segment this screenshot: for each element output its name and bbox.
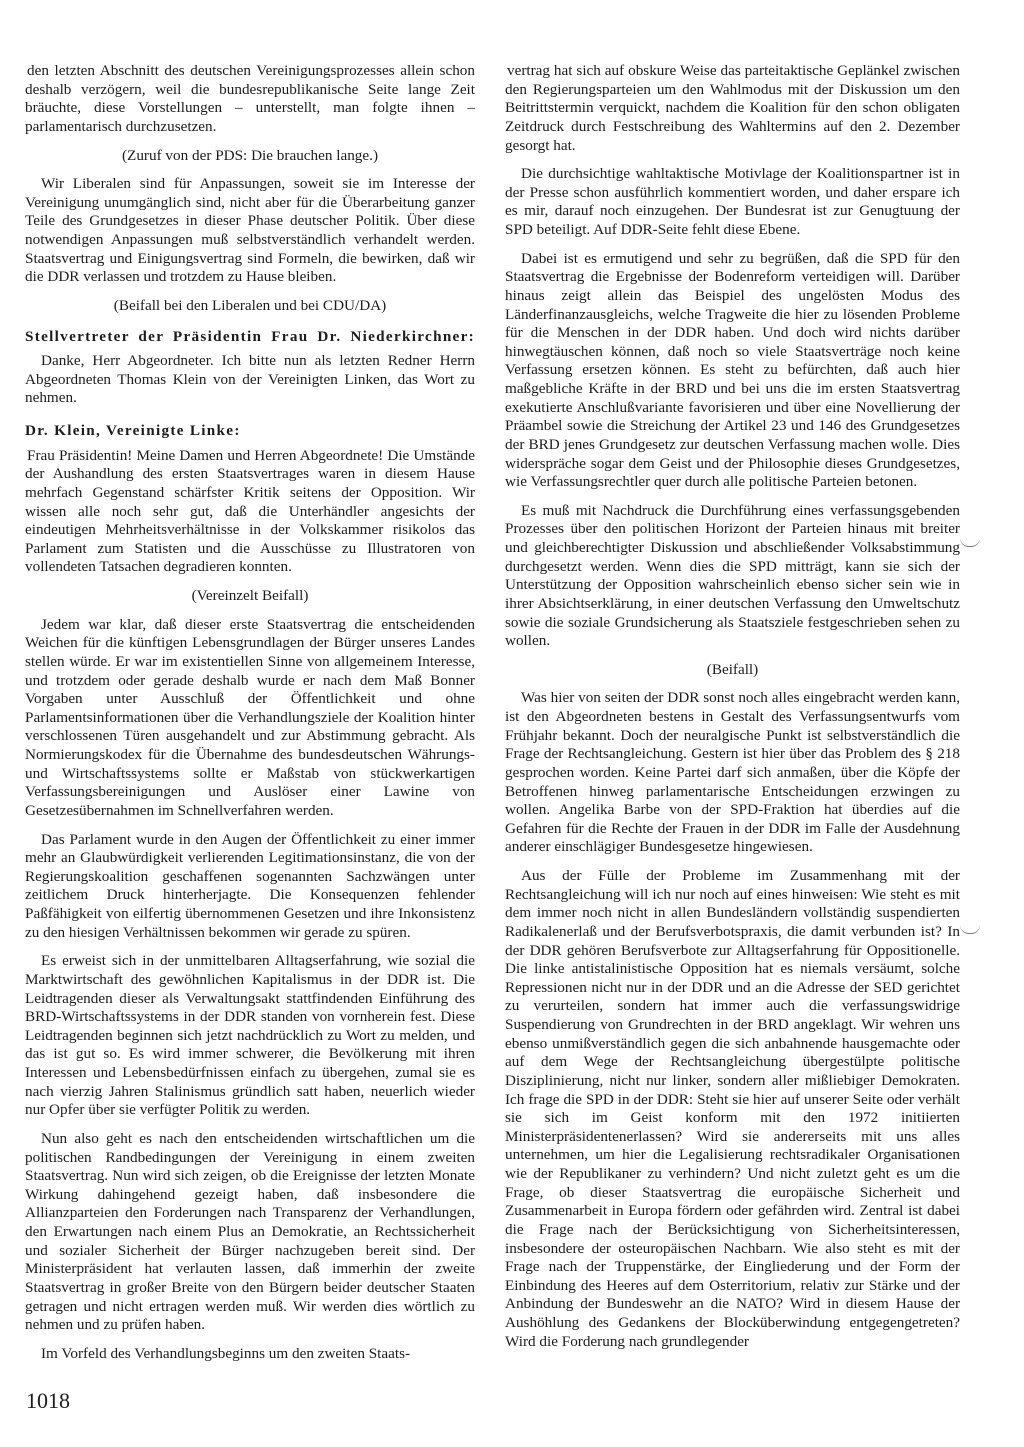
paragraph: Es muß mit Nachdruck die Durchführung eines verfassungsgebenden Prozesses über den politischen Horizont der Parteien hinaus mit breiter und gleichberechtigter Diskussion und abschließender Volksabstimmung durchgesetzt werden. Wenn dies die SPD mitträgt, kann sie sich der Unterstützung der Opposition wahrscheinlich ebenso sicher sein wie in ihrer Absichtserklärung, in einer deutschen Verfassung den Umweltschutz sowie die soziale Grundsicherung als Staatsziele festgeschrieben sehen zu wollen. <box>505 501 960 650</box>
left-column <box>25 62 475 1373</box>
paragraph: Aus der Fülle der Probleme im Zusammenhang mit der Rechtsangleichung will ich nur noch auf eines hinweisen: Wie steht es mit dem immer noch nicht in allen Bundesländern vollständig suspendierten Radikalenerlaß und der Berufsverbotspraxis, die damit verbunden ist? In der DDR gehören Berufsverbote zur Alltagserfahrung für Oppositionelle. Die linke antistalinistische Opposition hat es niemals versäumt, solche Repressionen nicht nur in der DDR und an die Adresse der SED gerichtet zu verurteilen, sondern hat immer auch die verfassungswidrige Suspendierung von Grundrechten in der BRD angeklagt. Wir wehren uns ebenso unmißverständlich gegen die sich anbahnende hausgemachte oder auf dem Wege der Rechtsangleichung übergestülpte politische Disziplinierung, nicht nur linker, sondern aller mißliebiger Demokraten. Ich frage die SPD in der DDR: Steht sie hier auf unserer Seite oder verhält sie sich im Geist konform mit den 1972 initiierten Ministerpräsidentenerlassen? Wird sie andererseits mit uns alles unternehmen, um hier die Legalisierung rechtsradikaler Organisationen wie der Republikaner zu verhindern? Und nicht zuletzt geht es um die Frage, ob dieser Staatsvertrag die europäische Sicherheit und Zusammenarbeit in Europa fördern oder gefährden wird. Zentral ist dabei die Frage nach der Berücksichtigung von Sicherheitsinteressen, insbesondere der osteuropäischen Nachbarn. Wie also steht es mit der Frage nach der Truppenstärke, der Eingliederung und der Form der Einbindung des Heeres auf dem Osterritorium, relativ zur Stärke und der Anbindung der Bundeswehr an die NATO? Wird in diesem Hause der Aushöhlung des Gedankens der Blocküberwindung entgegengetreten? Wird die Forderung nach grundlegender <box>505 867 960 1350</box>
speaker-name: Stellvertreter der Präsidentin Frau Dr. Niederkirchner: <box>25 327 475 345</box>
page-number: 1018 <box>26 1388 70 1413</box>
interjection: (Beifall) <box>706 660 759 678</box>
interjection: (Vereinzelt Beifall) <box>191 587 309 604</box>
paragraph: vertrag hat sich auf obskure Weise das parteitaktische Geplänkel zwischen den Regierungsparteien um den Wahlmodus mit der Diskussion um den Beitrittstermin verquickt, nachdem die Koalition für den schon obligaten Zeitdruck durch Festschreibung des Wahltermins auf den 2. Dezember gesorgt hat. <box>505 62 960 154</box>
paragraph: Das Parlament wurde in den Augen der Öffentlichkeit zu einer immer mehr an Glaubwürdigkeit verlierenden Legitimationsinstanz, die von der Regierungskoalition geschaffenen sogenannten Sachzwängen unter zeitlichem Druck hinterherjagte. Die Konsequenzen fehlender Paßfähigkeit von eilfertig übernommenen Gesetzen und ihre Inkonsistenz zu den hiesigen Verhältnissen bekommen wir gerade zu spüren. <box>25 830 475 941</box>
paragraph: Es erweist sich in der unmittelbaren Alltagserfahrung, wie sozial die Marktwirtschaft des gewöhnlichen Kapitalismus in der DDR ist. Die Leidtragenden dieser als Verwaltungsakt stattfindenden Einführung des BRD-Wirtschaftssystems in der DDR standen von vornherein fest. Diese Leidtragenden beginnen sich jetzt nachdrücklich zu Wort zu melden, und das ist gut so. Es wird immer schwerer, die Bevölkerung mit ihren Interessen und Lebensbedürfnissen einfach zu übergehen, zumal sie es nach vierzig Jahren Stalinismus gründlich satt haben, neuerlich wieder nur Opfer über sie verfügter Politik zu werden. <box>25 952 475 1119</box>
interjection: (Beifall bei den Liberalen und bei CDU/DA) <box>113 296 387 314</box>
paragraph: Frau Präsidentin! Meine Damen und Herren Abgeordnete! Die Umstände der Aushandlung des ersten Staatsvertrages waren in diesem Hause mehrfach Gegenstand schärfster Kritik seitens der Opposition. Wir wissen alle noch sehr gut, daß die Unterhändler angesichts der eindeutigen Mehrheitsverhältnisse in der Volkskammer risikolos das Parlament zum Statisten und die Ausschüsse zu Illustratoren von vollendeten Tatsachen degradieren konnten. <box>25 446 475 576</box>
margin-mark <box>960 538 980 547</box>
right-column <box>505 62 960 1361</box>
paragraph: Jedem war klar, daß dieser erste Staatsvertrag die entscheidenden Weichen für die künftigen Lebensgrundlagen der Bürger unseres Landes stellen würde. Er war im existentiellen Sinne von allgemeinem Interesse, und trotzdem oder gerade deshalb wurde er nach dem Maß Bonner Vorgaben unter Ausschluß der Öffentlichkeit und ohne Parlamentsinformationen über die Verhandlungsziele der Koalition hinter verschlossenen Türen ausgehandelt und zur Abstimmung gebracht. Als Normierungskodex für die Übernahme des bundesdeutschen Währungs- und Wirtschaftssystems sollte er Maßstab von stückwerkartigen Verfassungsbereinigungen und Auslöser einer Lawine von Gesetzesübernahmen im Schnellverfahren werden. <box>25 615 475 819</box>
speaker-name: Dr. Klein, Vereinigte Linke: <box>25 422 241 439</box>
interjection: (Zuruf von der PDS: Die brauchen lange.) <box>122 146 378 164</box>
paragraph: den letzten Abschnitt des deutschen Vereinigungsprozesses allein schon deshalb verzögern, weil die bundesrepublikanische Seite lange Zeit bräuchte, diese Vorstellungen – unterstellt, man folgte ihnen – parlamentarisch durchzusetzen. <box>25 62 475 135</box>
paragraph: Nun also geht es nach den entscheidenden wirtschaftlichen um die politischen Randbedingungen der Vereinigung in einem zweiten Staatsvertrag. Nun wird sich zeigen, ob die Ereignisse der letzten Monate Wirkung dahingehend gezeigt haben, daß insbesondere die Allianzparteien den Forderungen nach Transparenz der Verhandlungen, den Erwartungen nach einem Plus an Demokratie, an Rechtssicherheit und sozialer Sicherheit der Bürger nachzugeben bereit sind. Der Ministerpräsident hat verlauten lassen, daß immerhin der zweite Staatsvertrag in großer Breite von den Bürgern beider deutscher Staaten getragen und nicht ertragen werden muß. Wir werden dies wörtlich zu nehmen und zu prüfen haben. <box>25 1129 475 1334</box>
speaker-heading <box>25 328 475 347</box>
paragraph: Im Vorfeld des Verhandlungsbeginns um den zweiten Staats- <box>41 1344 411 1362</box>
margin-mark <box>960 925 980 934</box>
paragraph: Die durchsichtige wahltaktische Motivlage der Koalitionspartner ist in der Presse schon ausführlich kommentiert worden, und daher erspare ich es mir, darauf noch einzugehen. Der Bundesrat ist zur Genugtuung der SPD beteiligt. Auf DDR-Seite fehlt diese Ebene. <box>505 165 960 238</box>
paragraph: Was hier von seiten der DDR sonst noch alles eingebracht werden kann, ist den Abgeordneten bestens in Gestalt des Verfassungsentwurfs vom Frühjahr bekannt. Doch der neuralgische Punkt ist selbstverständlich die Frage der Rechtsangleichung. Gestern ist hier über das Problem des § 218 gesprochen worden. Keine Partei darf sich anmaßen, über die Köpfe der Betroffenen hinweg parlamentarische Entscheidungen erzwingen zu wollen. Angelika Barbe von der SPD-Fraktion hat überdies auf die Gefahren für die Rechte der Frauen in der DDR im Falle der Ausdehnung anderer einschlägiger Bundesgesetze hingewiesen. <box>505 689 960 856</box>
paragraph: Danke, Herr Abgeordneter. Ich bitte nun als letzten Redner Herrn Abgeordneten Thomas Klein von der Vereinigten Linken, das Wort zu nehmen. <box>25 352 475 407</box>
speaker-heading <box>25 422 475 441</box>
paragraph: Wir Liberalen sind für Anpassungen, soweit sie im Interesse der Vereinigung unumgänglich sind, nicht aber für die Überarbeitung ganzer Teile des Grundgesetzes in dieser Phase deutscher Politik. Über diese notwendigen Anpassungen muß selbstverständlich verhandelt werden. Staatsvertrag und Einigungsvertrag sind Formeln, die bewirken, daß wir die DDR verlassen und trotzdem zu Hause bleiben. <box>25 175 475 286</box>
paragraph: Dabei ist es ermutigend und sehr zu begrüßen, daß die SPD für den Staatsvertrag die Ergebnisse der Bodenreform verteidigen will. Darüber hinaus zeigt allein das Beispiel des ungelösten Modus des Länderfinanzausgleichs, welche Tragweite die hier zu lösenden Probleme für die Menschen in der DDR haben. Und doch wird nichts darüber hinwegtäuschen können, daß noch so viele Staatsverträge noch keine Verfassung ersetzen können. Es steht zu befürchten, daß auch hier maßgebliche Kräfte in der BRD und bei uns die im ersten Staatsvertrag exekutierte Anschlußvariante favorisieren und über eine Novellierung der Präambel sowie die Streichung der Artikel 23 und 146 des Grundgesetzes der BRD jenes Grundgesetz zur deutschen Verfassung machen wolle. Dies widerspräche sogar dem Geist und der Philosophie dieses Grundgesetzes, wie Verfassungsrechtler quer durch alle politische Parteien betonen. <box>505 249 960 491</box>
